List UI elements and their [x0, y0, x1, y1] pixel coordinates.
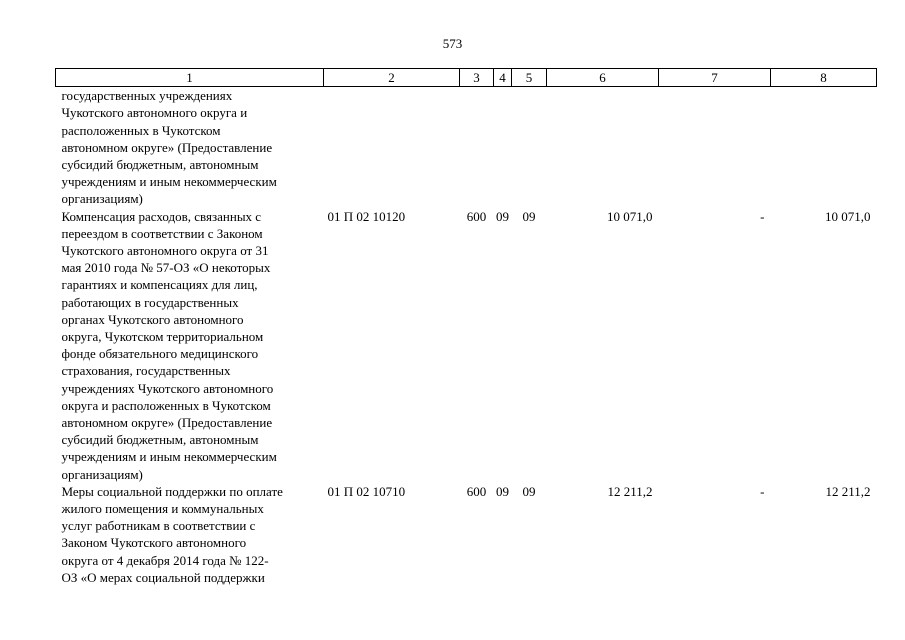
- row-code: 01 П 02 10710: [327, 483, 406, 499]
- description-line: Компенсация расходов, связанных с: [61, 208, 262, 224]
- description-line: расположенных в Чукотском: [61, 122, 221, 138]
- description-line: учреждениям и иным некоммерческим: [61, 449, 277, 465]
- row-code: [324, 87, 460, 208]
- description-line: мая 2010 года № 57-ОЗ «О некоторых: [61, 260, 271, 276]
- column-header-8: 8: [771, 69, 877, 87]
- description-line: автономном округе» (Предоставление: [61, 139, 273, 155]
- row-col4: [494, 87, 512, 208]
- row-col7: -: [760, 483, 765, 499]
- description-line: Законом Чукотского автономного: [61, 535, 247, 551]
- description-line: Чукотского автономного округа и: [61, 105, 248, 121]
- row-col7: [659, 87, 771, 208]
- description-line: Меры социальной поддержки по оплате: [61, 483, 283, 499]
- row-col8: 10 071,0: [825, 208, 871, 224]
- row-col7: -: [760, 208, 765, 224]
- table-row: [56, 483, 877, 586]
- description-line: организациям): [61, 191, 143, 207]
- description-line: фонде обязательного медицинского: [61, 346, 259, 362]
- description-line: субсидий бюджетным, автономным: [61, 432, 259, 448]
- row-col6: 10 071,0: [607, 208, 653, 224]
- row-col6: 12 211,2: [607, 483, 653, 499]
- description-line: округа и расположенных в Чукотском: [61, 397, 271, 413]
- column-header-4: 4: [494, 69, 512, 87]
- table-row: [56, 208, 877, 483]
- page-number: 573: [442, 36, 463, 51]
- description-line: учреждениях Чукотского автономного: [61, 380, 274, 396]
- budget-table: [55, 68, 877, 586]
- column-header-1: 1: [56, 69, 324, 87]
- description-line: гарантиях и компенсациях для лиц,: [61, 277, 258, 293]
- column-header-6: 6: [547, 69, 659, 87]
- column-header-7: 7: [659, 69, 771, 87]
- row-col8: [771, 87, 877, 208]
- description-line: субсидий бюджетным, автономным: [61, 157, 259, 173]
- description-line: округа, Чукотском территориальном: [61, 329, 264, 345]
- description-line: ОЗ «О мерах социальной поддержки: [61, 569, 265, 585]
- description-line: организациям): [61, 466, 143, 482]
- row-description: [56, 87, 324, 208]
- column-header-5: 5: [512, 69, 547, 87]
- column-header-3: 3: [460, 69, 494, 87]
- row-col3: 600: [466, 208, 487, 224]
- description-line: услуг работникам в соответствии с: [61, 518, 256, 534]
- description-line: автономном округе» (Предоставление: [61, 415, 273, 431]
- description-line: жилого помещения и коммунальных: [61, 501, 264, 517]
- row-col4: 09: [496, 483, 509, 499]
- header-row: [56, 69, 877, 87]
- row-col4: 09: [496, 208, 509, 224]
- row-code: 01 П 02 10120: [327, 208, 406, 224]
- row-col6: [547, 87, 659, 208]
- row-description: [56, 208, 324, 483]
- description-line: Чукотского автономного округа от 31: [61, 243, 269, 259]
- description-line: органах Чукотского автономного: [61, 311, 244, 327]
- description-line: страхования, государственных: [61, 363, 231, 379]
- row-description: [56, 483, 324, 586]
- table-row: [56, 87, 877, 208]
- description-line: государственных учреждениях: [61, 88, 233, 104]
- row-col3: 600: [466, 483, 487, 499]
- description-line: работающих в государственных: [61, 294, 239, 310]
- row-col8: 12 211,2: [825, 483, 871, 499]
- description-line: переездом в соответствии с Законом: [61, 225, 263, 241]
- row-col3: [460, 87, 494, 208]
- description-line: округа от 4 декабря 2014 года № 122-: [61, 552, 269, 568]
- description-line: учреждениям и иным некоммерческим: [61, 174, 277, 190]
- row-col5: 09: [522, 483, 536, 499]
- row-col5: [512, 87, 547, 208]
- column-header-2: 2: [324, 69, 460, 87]
- row-col5: 09: [522, 208, 536, 224]
